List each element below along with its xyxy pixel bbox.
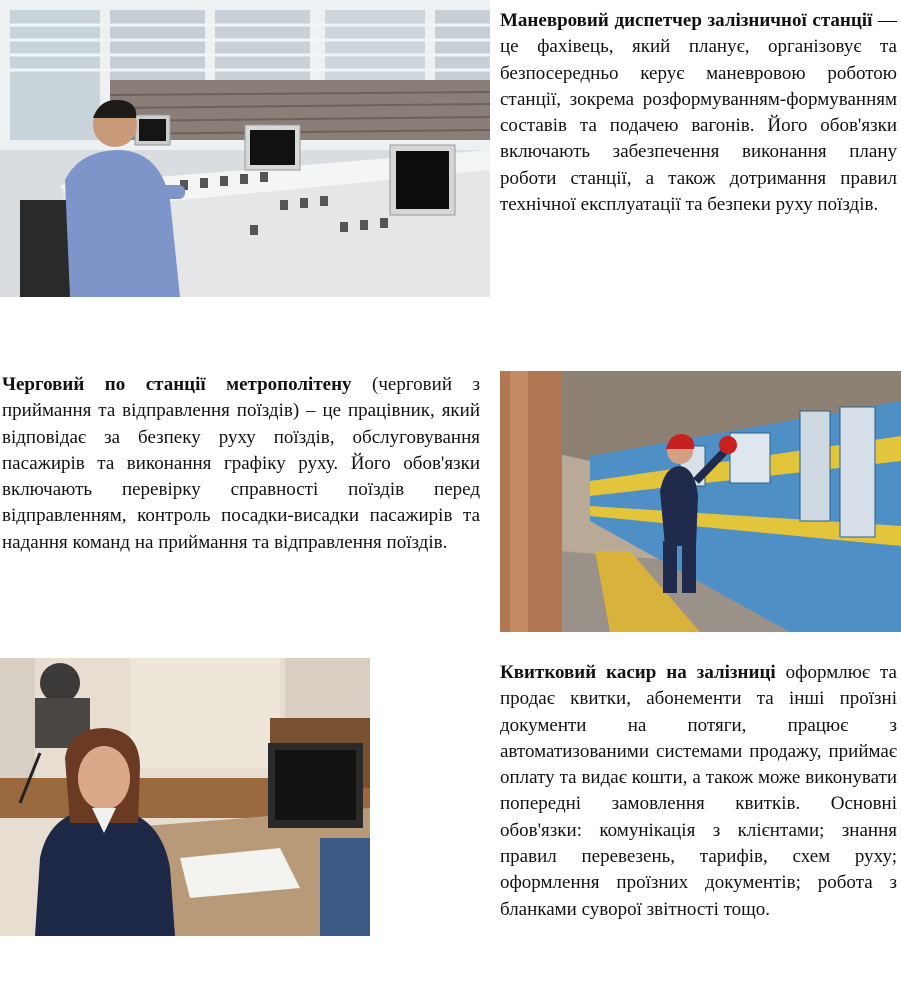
dispatcher-title: Маневровий диспетчер залізничної станції — [500, 10, 873, 31]
dispatcher-body: — це фахівець, який планує, організовує та безпосередньо керує маневровою роботою станції, зокрема розформуванням-формуванням составів та подачею вагонів. Його обов'язки включають забезпечення виконання плану роботи станції, а також дотримання правил технічної експлуатації та безпеки руху поїздів. — [500, 10, 898, 216]
ticket-cashier-title: Квитковий касир на залізниці — [500, 662, 776, 683]
ticket-cashier-description — [500, 660, 897, 923]
ticket-cashier-photo — [0, 658, 370, 936]
dispatcher-description — [500, 8, 897, 218]
metro-duty-officer-body: (черговий з приймання та відправлення поїздів) – це працівник, який відповідає за безпеку руху поїздів, обслуговування пасажирів та виконання графіку руху. Його обов'язки включають перевірку справності поїздів перед відправленням, контроль посадки-висадки пасажирів та надання команд на приймання та відправлення поїздів. — [2, 374, 480, 553]
metro-duty-officer-description — [2, 372, 480, 556]
ticket-cashier-body: оформлює та продає квитки, абонементи та інші проїзні документи на потяги, працює з автоматизованими системами продажу, приймає оплату та видає кошти, а також може виконувати попередні замовлення квитків. Основні обов'язки: комунікація з клієнтами; знання правил перевезень, тарифів, схем руху; оформлення проїзних документів; робота з бланками суворої звітності тощо. — [500, 662, 897, 920]
metro-platform-photo — [500, 371, 901, 632]
metro-duty-officer-title: Черговий по станції метрополітену — [2, 374, 352, 395]
dispatcher-control-room-photo — [0, 0, 490, 297]
